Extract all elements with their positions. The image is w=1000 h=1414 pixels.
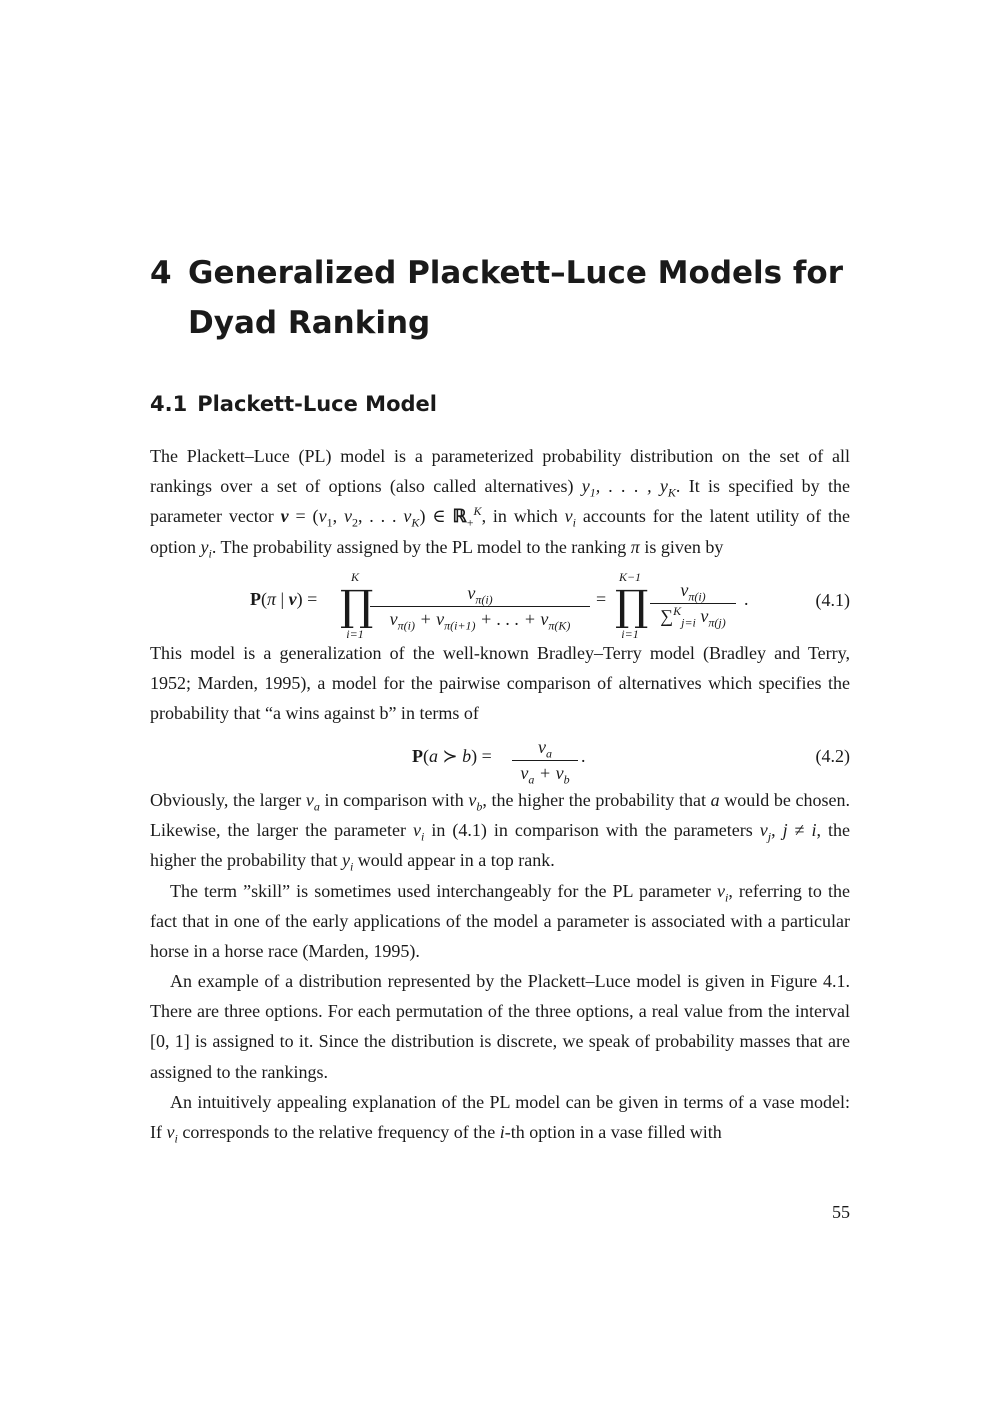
p1-text-d: accounts for the latent utility of the option xyxy=(150,506,851,557)
paragraph-1 xyxy=(150,441,850,562)
p3-text-e: in (4.1) in comparison with the parameters xyxy=(424,820,760,841)
paragraph-5 xyxy=(150,966,850,1087)
p6-text-a: An intuitively appealing explanation of the PL model can be given in terms of a vase model: If xyxy=(150,1092,850,1143)
math-y-list: $y_1$, . . . , $y_K$ xyxy=(581,476,676,500)
eq2-lhs: P(a ≻ b) = xyxy=(412,746,492,766)
eq1-fraction-1: $\frac{v_{\pi(i)}}{v_{\pi(i)} + v_{\pi(i+1)} + . . . + v_{\pi(K)}}$ xyxy=(370,583,590,630)
eq1-product-2: K−1 ∏ i=1 xyxy=(615,570,649,641)
section-number: 4.1 xyxy=(150,392,188,416)
p2-text: This model is a generalization of the well-known Bradley–Terry model (Bradley and Terry, 1952; Marden, 1995), a model for the pairwise comparison of alternatives which specifies the probability that “a wins against b” in terms of xyxy=(150,643,850,724)
p3-text-g: would appear in a top rank. xyxy=(353,850,555,871)
p5-text: An example of a distribution represented by the Plackett–Luce model is given in Figure 4.1. There are three options. For each permutation of the three options, a real value from the interval [0, 1] is assigned to it. Since the distribution is discrete, we speak of probability masses that are assigned to the rankings. xyxy=(150,971,850,1082)
eq1-lhs: P(π | v) = xyxy=(250,589,318,609)
chapter-number: 4 xyxy=(150,255,172,291)
math-yi: $y_i$ xyxy=(200,536,212,561)
math-pi: π xyxy=(630,536,640,557)
paragraph-2 xyxy=(150,638,850,729)
eq2-fraction: $\frac{v_a}{v_a + v_b}$ xyxy=(512,737,578,784)
eq2-period: . xyxy=(581,746,586,766)
eq2-label: (4.2) xyxy=(815,746,850,766)
section-title: Plackett-Luce Model xyxy=(197,392,437,416)
p1-text-f: is given by xyxy=(639,536,724,557)
p4-text-b: , referring to the fact that in one of the early applications of the model a parameter is associated with a particular horse in a horse race (Marden, 1995). xyxy=(150,881,850,962)
p3-text-b: in comparison with xyxy=(319,790,469,810)
p1-text-e: . The probability assigned by the PL model to the ranking xyxy=(211,536,631,557)
eq1-product-1: K ∏ i=1 xyxy=(340,570,374,641)
page-number: 55 xyxy=(832,1202,850,1222)
eq1-period: . xyxy=(744,589,749,609)
eq1-label: (4.1) xyxy=(815,590,850,610)
eq1-equals: = xyxy=(596,589,607,609)
p4-text-a: The term ”skill” is sometimes used interchangeably for the PL parameter xyxy=(170,881,717,901)
paragraph-4: The term ”skill” is sometimes used interchangeably for the PL parameter $v_i$, referring to the fact that in one of the early applications of the model a parameter is associated with a particular horse in a horse race (Marden, 1995). xyxy=(150,881,850,962)
p3-text-a: Obviously, the larger xyxy=(150,790,306,810)
chapter-heading xyxy=(150,248,870,348)
paragraph-3: Obviously, the larger $v_a$ in comparison with $v_b$, the higher the probability that a would be chosen. Likewise, the larger the parameter $v_i$ in (4.1) in comparison with the parameters $v_j$, j ≠ i, the higher the probability that $y_i$ would appear in a top rank. xyxy=(150,790,850,874)
p3-text-c: , the higher the probability that xyxy=(482,790,711,810)
section-heading xyxy=(150,392,437,416)
chapter-title: Generalized Plackett–Luce Models for Dyad Ranking xyxy=(188,255,843,341)
p1-text-b: . It is specified by the parameter vector xyxy=(150,476,850,527)
math-param-vector: $v = (v_1$, $v_2$, . . . $v_K$) ∈ ℝ$_+^K$ xyxy=(280,504,482,530)
p3-text-f: , the higher the probability that xyxy=(150,820,850,871)
p3-text-d: would be chosen. Likewise, the larger the parameter xyxy=(150,790,850,841)
p1-text-a: The Plackett–Luce (PL) model is a parameterized probability distribution on the set of all rankings over a set of options (also called alternatives) xyxy=(150,446,850,497)
p1-text-c: , in which xyxy=(481,506,565,527)
eq1-fraction-2: $\frac{v_{\pi(i)}}{\sum^K_{j=i} v_{\pi(j)}}$ xyxy=(650,580,736,627)
p6-text-c: -th option in a vase filled with xyxy=(504,1122,722,1143)
paragraph-6: An intuitively appealing explanation of the PL model can be given in terms of a vase model: If $v_i$ corresponds to the relative frequency of the i-th option in a vase filled with xyxy=(150,1092,850,1146)
math-vi: $v_i$ xyxy=(564,506,577,530)
p6-text-b: corresponds to the relative frequency of the xyxy=(177,1122,500,1143)
